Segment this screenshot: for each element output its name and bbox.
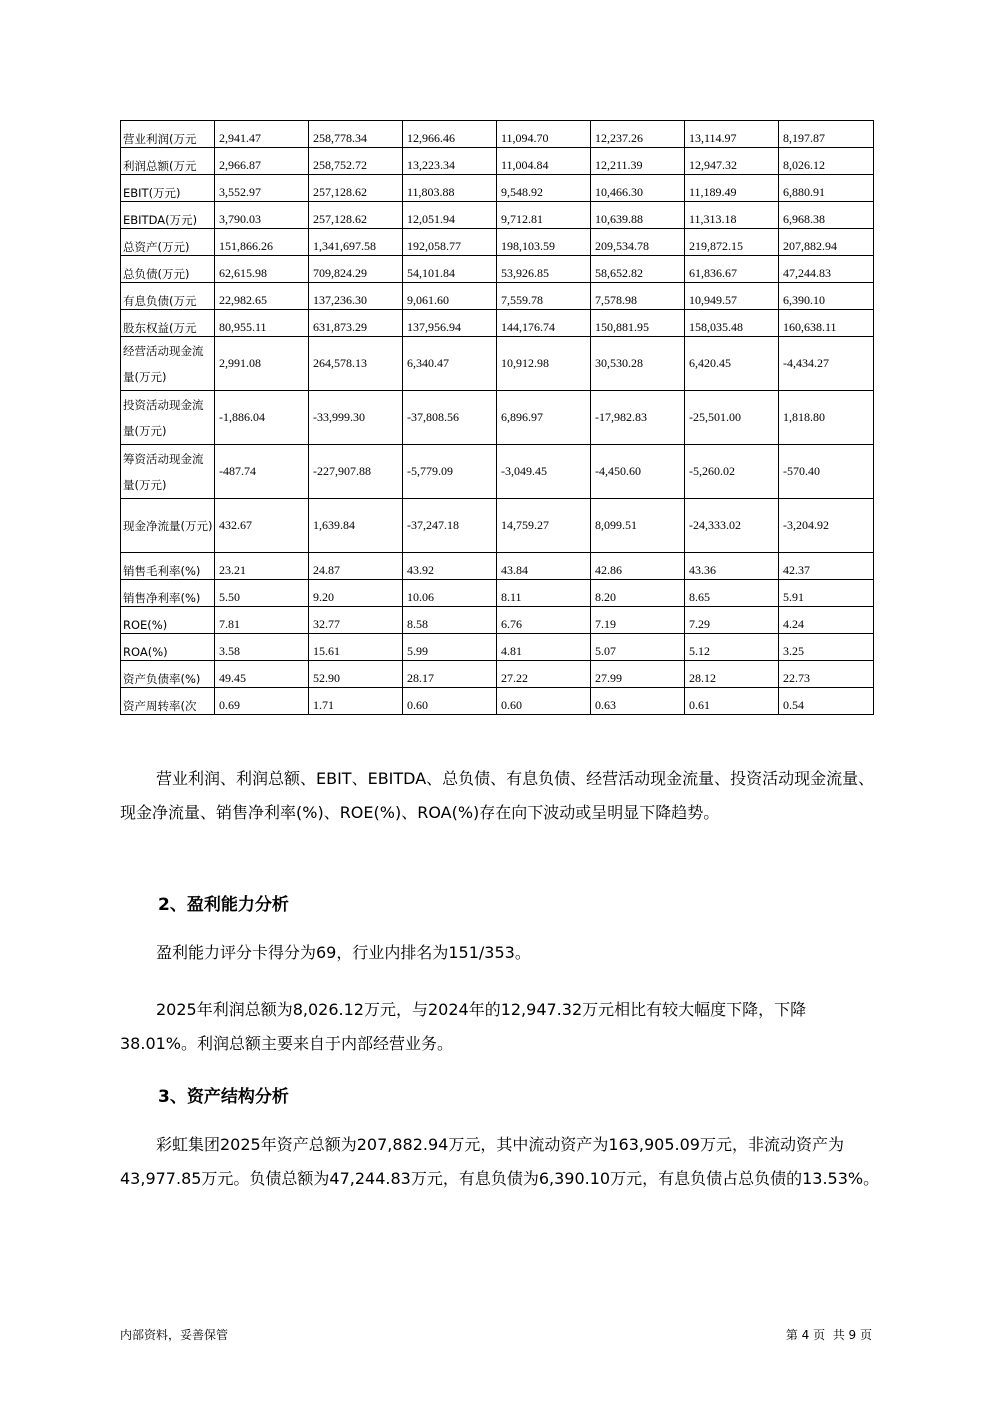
table-cell: 3.58 (215, 634, 309, 661)
row-label: 现金净流量(万元) (121, 499, 215, 553)
table-cell: 12,051.94 (403, 202, 497, 229)
table-cell: 7.81 (215, 607, 309, 634)
table-cell: 42.86 (591, 553, 685, 580)
table-cell: 30,530.28 (591, 337, 685, 391)
table-cell: -25,501.00 (685, 391, 779, 445)
table-cell: -1,886.04 (215, 391, 309, 445)
table-cell: 10,912.98 (497, 337, 591, 391)
table-cell: -4,434.27 (779, 337, 874, 391)
section-heading-profitability: 2、盈利能力分析 (158, 895, 289, 915)
table-cell: 11,094.70 (497, 121, 591, 148)
table-cell: 0.61 (685, 688, 779, 715)
table-cell: 42.37 (779, 553, 874, 580)
table-cell: 12,966.46 (403, 121, 497, 148)
row-label: 总资产(万元) (121, 229, 215, 256)
table-row (121, 553, 874, 580)
asset-structure-paragraph (120, 1128, 880, 1196)
profitability-score-paragraph (120, 936, 880, 970)
footer-confidential-note: 内部资料，妥善保管 (120, 1328, 229, 1342)
row-label: EBIT(万元) (121, 175, 215, 202)
table-cell: 24.87 (309, 553, 403, 580)
table-cell: -227,907.88 (309, 445, 403, 499)
table-cell: 3,790.03 (215, 202, 309, 229)
table-cell: 47,244.83 (779, 256, 874, 283)
row-label: 销售毛利率(%) (121, 553, 215, 580)
table-cell: 1,639.84 (309, 499, 403, 553)
row-label: 资产负债率(%) (121, 661, 215, 688)
table-cell: 6.76 (497, 607, 591, 634)
table-cell: 8,197.87 (779, 121, 874, 148)
table-cell: 6,390.10 (779, 283, 874, 310)
table-cell: 264,578.13 (309, 337, 403, 391)
table-cell: 22.73 (779, 661, 874, 688)
table-cell: 6,968.38 (779, 202, 874, 229)
table-cell: 7.29 (685, 607, 779, 634)
table-cell: 28.17 (403, 661, 497, 688)
table-cell: 192,058.77 (403, 229, 497, 256)
table-row (121, 634, 874, 661)
table-cell: 151,866.26 (215, 229, 309, 256)
table-cell: 5.12 (685, 634, 779, 661)
row-label: 总负债(万元) (121, 256, 215, 283)
table-row (121, 310, 874, 337)
table-row (121, 391, 874, 445)
table-cell: 11,803.88 (403, 175, 497, 202)
table-cell: 3,552.97 (215, 175, 309, 202)
table-cell: 1,341,697.58 (309, 229, 403, 256)
table-cell: 6,880.91 (779, 175, 874, 202)
profit-total-paragraph (120, 993, 880, 1061)
table-cell: 8.58 (403, 607, 497, 634)
table-cell: 22,982.65 (215, 283, 309, 310)
financial-table (120, 120, 874, 715)
table-cell: 32.77 (309, 607, 403, 634)
table-cell: -5,260.02 (685, 445, 779, 499)
table-cell: 0.60 (403, 688, 497, 715)
table-cell: 10.06 (403, 580, 497, 607)
table-cell: 13,114.97 (685, 121, 779, 148)
table-cell: 0.60 (497, 688, 591, 715)
table-cell: 53,926.85 (497, 256, 591, 283)
table-cell: 8.11 (497, 580, 591, 607)
table-cell: -487.74 (215, 445, 309, 499)
table-cell: 219,872.15 (685, 229, 779, 256)
profitability-score-text: 盈利能力评分卡得分为69，行业内排名为151/353。 (156, 943, 531, 962)
section-heading-asset-structure: 3、资产结构分析 (158, 1087, 289, 1107)
table-cell: 8,099.51 (591, 499, 685, 553)
table-cell: 137,956.94 (403, 310, 497, 337)
table-cell: 8.20 (591, 580, 685, 607)
table-cell: 11,313.18 (685, 202, 779, 229)
table-cell: 52.90 (309, 661, 403, 688)
table-cell: 9.20 (309, 580, 403, 607)
table-cell: 54,101.84 (403, 256, 497, 283)
table-cell: 11,004.84 (497, 148, 591, 175)
table-cell: 158,035.48 (685, 310, 779, 337)
table-row (121, 202, 874, 229)
table-cell: 61,836.67 (685, 256, 779, 283)
table-cell: 4.24 (779, 607, 874, 634)
table-cell: -5,779.09 (403, 445, 497, 499)
table-cell: 258,778.34 (309, 121, 403, 148)
table-cell: 209,534.78 (591, 229, 685, 256)
table-cell: 10,466.30 (591, 175, 685, 202)
table-cell: 0.69 (215, 688, 309, 715)
table-cell: -4,450.60 (591, 445, 685, 499)
table-cell: 15.61 (309, 634, 403, 661)
table-cell: 58,652.82 (591, 256, 685, 283)
table-cell: -37,247.18 (403, 499, 497, 553)
table-cell: 3.25 (779, 634, 874, 661)
table-cell: 23.21 (215, 553, 309, 580)
table-cell: 49.45 (215, 661, 309, 688)
footer-page-number: 第 4 页 共 9 页 (785, 1328, 872, 1342)
table-cell: 0.63 (591, 688, 685, 715)
table-row (121, 256, 874, 283)
table-cell: 137,236.30 (309, 283, 403, 310)
row-label: 营业利润(万元 (121, 121, 215, 148)
table-cell: 258,752.72 (309, 148, 403, 175)
financial-table-body (121, 121, 874, 715)
table-cell: 5.07 (591, 634, 685, 661)
table-cell: 8,026.12 (779, 148, 874, 175)
table-row (121, 661, 874, 688)
table-cell: 160,638.11 (779, 310, 874, 337)
table-cell: 198,103.59 (497, 229, 591, 256)
table-cell: 144,176.74 (497, 310, 591, 337)
table-cell: 1,818.80 (779, 391, 874, 445)
table-cell: 257,128.62 (309, 175, 403, 202)
table-cell: 7,578.98 (591, 283, 685, 310)
table-cell: -37,808.56 (403, 391, 497, 445)
table-cell: 709,824.29 (309, 256, 403, 283)
row-label: 经营活动现金流量(万元) (121, 337, 215, 391)
table-row (121, 121, 874, 148)
row-label: 资产周转率(次 (121, 688, 215, 715)
table-cell: 8.65 (685, 580, 779, 607)
table-cell: 631,873.29 (309, 310, 403, 337)
table-cell: 2,966.87 (215, 148, 309, 175)
table-cell: 10,949.57 (685, 283, 779, 310)
table-cell: 12,237.26 (591, 121, 685, 148)
table-cell: 12,947.32 (685, 148, 779, 175)
table-cell: -3,049.45 (497, 445, 591, 499)
row-label: 股东权益(万元 (121, 310, 215, 337)
table-cell: 1.71 (309, 688, 403, 715)
table-cell: 9,548.92 (497, 175, 591, 202)
table-cell: 62,615.98 (215, 256, 309, 283)
table-cell: 150,881.95 (591, 310, 685, 337)
table-cell: 43.36 (685, 553, 779, 580)
table-cell: 432.67 (215, 499, 309, 553)
trend-summary-text: 营业利润、利润总额、EBIT、EBITDA、总负债、有息负债、经营活动现金流量、投资活动现金流量、现金净流量、销售净利率(%)、ROE(%)、ROA(%)存在向下波动或呈明显下降趋势。 (120, 769, 875, 822)
table-row (121, 499, 874, 553)
table-row (121, 607, 874, 634)
table-row (121, 445, 874, 499)
table-cell: 13,223.34 (403, 148, 497, 175)
table-row (121, 580, 874, 607)
table-cell: -24,333.02 (685, 499, 779, 553)
table-cell: 207,882.94 (779, 229, 874, 256)
table-cell: -570.40 (779, 445, 874, 499)
row-label: 投资活动现金流量(万元) (121, 391, 215, 445)
table-cell: -3,204.92 (779, 499, 874, 553)
profit-total-text: 2025年利润总额为8,026.12万元，与2024年的12,947.32万元相比有较大幅度下降，下降38.01%。利润总额主要来自于内部经营业务。 (120, 1000, 807, 1053)
table-cell: 9,061.60 (403, 283, 497, 310)
table-row (121, 688, 874, 715)
table-cell: 10,639.88 (591, 202, 685, 229)
table-row (121, 229, 874, 256)
table-cell: 4.81 (497, 634, 591, 661)
table-cell: -17,982.83 (591, 391, 685, 445)
row-label: 筹资活动现金流量(万元) (121, 445, 215, 499)
table-cell: 6,340.47 (403, 337, 497, 391)
table-cell: 257,128.62 (309, 202, 403, 229)
row-label: 销售净利率(%) (121, 580, 215, 607)
table-row (121, 337, 874, 391)
row-label: 有息负债(万元 (121, 283, 215, 310)
table-cell: 6,420.45 (685, 337, 779, 391)
table-cell: 80,955.11 (215, 310, 309, 337)
table-row (121, 148, 874, 175)
table-cell: 6,896.97 (497, 391, 591, 445)
table-cell: 9,712.81 (497, 202, 591, 229)
row-label: ROA(%) (121, 634, 215, 661)
table-cell: 5.99 (403, 634, 497, 661)
table-cell: 2,991.08 (215, 337, 309, 391)
table-cell: 5.91 (779, 580, 874, 607)
table-cell: 28.12 (685, 661, 779, 688)
table-cell: 43.92 (403, 553, 497, 580)
table-cell: 11,189.49 (685, 175, 779, 202)
table-cell: 12,211.39 (591, 148, 685, 175)
asset-structure-text: 彩虹集团2025年资产总额为207,882.94万元，其中流动资产为163,905.09万元，非流动资产为43,977.85万元。负债总额为47,244.83万元，有息负债为6,390.10万元，有息负债占总负债的13.53%。 (120, 1135, 880, 1188)
row-label: 利润总额(万元 (121, 148, 215, 175)
table-cell: 14,759.27 (497, 499, 591, 553)
row-label: EBITDA(万元) (121, 202, 215, 229)
table-cell: 7.19 (591, 607, 685, 634)
table-cell: 0.54 (779, 688, 874, 715)
table-cell: -33,999.30 (309, 391, 403, 445)
table-row (121, 175, 874, 202)
table-cell: 5.50 (215, 580, 309, 607)
table-row (121, 283, 874, 310)
table-cell: 7,559.78 (497, 283, 591, 310)
table-cell: 27.99 (591, 661, 685, 688)
trend-summary-paragraph (120, 762, 880, 830)
table-cell: 2,941.47 (215, 121, 309, 148)
row-label: ROE(%) (121, 607, 215, 634)
table-cell: 27.22 (497, 661, 591, 688)
table-cell: 43.84 (497, 553, 591, 580)
